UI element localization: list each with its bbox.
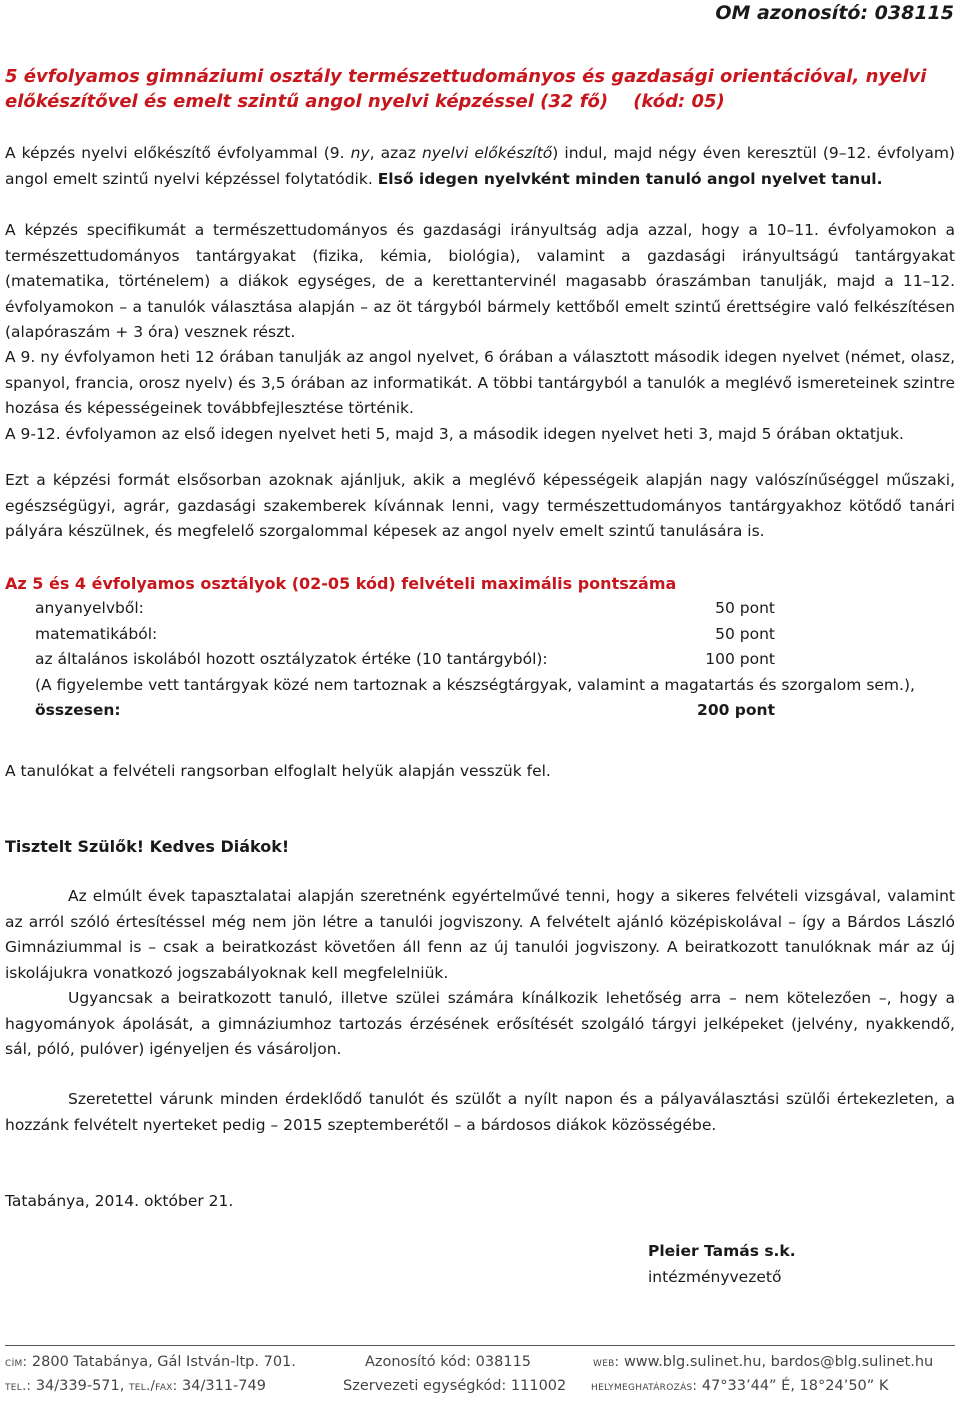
footer-org-unit: 111002 [510, 1378, 567, 1394]
score-label: anyanyelvből: [35, 599, 144, 617]
score-value: 100 pont [705, 650, 775, 668]
program-recommendation-paragraph: Ezt a képzési formát elsősorban azoknak ajánljuk, akik a meglévő képességeik alapján nagy valószínűséggel műszaki, egészségügyi, agrár, gazdasági szakemberek kívánnak lenni, vagy természettudományos tantárgyakhoz kötődő tanári pályára készülnek, és megfelelő szorgalommal képesek az angol nyelv emelt szintű tanulására is. [5, 471, 955, 541]
score-total-label: összesen: [35, 701, 121, 719]
score-value: 50 pont [715, 625, 775, 643]
ranking-text: A tanulókat a felvételi rangsorban elfoglalt helyük alapján vesszük fel. [5, 762, 551, 780]
footer-location-label: helymeghatározás: [591, 1379, 698, 1394]
letter-paragraph-3: Szeretettel várunk minden érdeklődő tanulót és szülőt a nyílt napon és a pályaválasztási szülői értekezleten, a hozzánk felvételt nyerteket pedig – 2015 szeptemberétől – a bárdosos diákok közösségébe. [5, 1090, 955, 1134]
score-row-matematika [35, 622, 775, 647]
footer-tel-label: tel.: [5, 1379, 32, 1394]
program-intro-paragraph [5, 141, 955, 192]
footer-fax-label: tel./fax: [128, 1379, 178, 1394]
footer-address: 2800 Tatabánya, Gál István-ltp. 701. [31, 1354, 296, 1370]
place-and-date: Tatabánya, 2014. október 21. [5, 1192, 234, 1210]
program-title [5, 64, 955, 114]
footer-address-label: cím: [5, 1355, 28, 1370]
footer-fax: 34/311-749 [182, 1378, 266, 1394]
program-specifics-paragraph: A képzés specifikumát a természettudományos és gazdasági irányultság adja azzal, hogy a 10–11. évfolyamokon a természettudományos tantárgyakat (fizika, kémia, biológia), valamint a gazdasági irányultságú tantárgyakat (matematika, történelem) a diákok egységes, de a kerettantervinél magasabb óraszámban tanulják, majd a 11–12. évfolyamokon – a tanulók választása alapján – az öt tárgyból bármely kettőből emelt szintű érettségire való felkészítésen (alapóraszám + 3 óra) vesznek részt. [5, 221, 955, 342]
program-9ny-paragraph: A 9. ny évfolyamon heti 12 órában tanulják az angol nyelvet, 6 órában a választott második idegen nyelvet (német, olasz, spanyol, francia, orosz nyelv) és 3,5 órában az informatikát. A többi tantárgyból a tanulók a meglévő ismereteinek szintre hozása és képességeinek továbbfejlesztése történik. [5, 348, 955, 418]
score-row-total [35, 698, 775, 723]
footer-id-label: Azonosító kód: [365, 1354, 472, 1370]
score-label: matematikából: [35, 625, 158, 643]
score-total-value: 200 pont [697, 701, 775, 719]
footer-divider [5, 1345, 955, 1346]
footer-tel: 34/339-571, [35, 1378, 125, 1394]
footer-id: 038115 [475, 1354, 532, 1370]
footer-row-1 [5, 1354, 955, 1376]
signature-block [648, 1239, 796, 1290]
letter-paragraph-1: Az elmúlt évek tapasztalatai alapján szeretnénk egyértelművé tenni, hogy a sikeres felvételi vizsgával, valamint az arról szóló értesítéssel még nem jön létre a tanulói jogviszony. A felvételt ajánló középiskolával – így a Bárdos László Gimnáziummal is – csak a beiratkozást követően áll fenn az új tanulói jogviszony. A beiratkozott tanulóknak már az új iskolájukra vonatkozó jogszabályoknak kell megfelelniük. [5, 887, 955, 982]
letter-greeting: Tisztelt Szülők! Kedves Diákok! [5, 837, 290, 856]
program-title-line-1: 5 évfolyamos gimnáziumi osztály természettudományos és gazdasági orientációval, nyelvi [5, 66, 927, 87]
score-value: 50 pont [715, 599, 775, 617]
footer-location: 47°33’44” É, 18°24’50” K [701, 1378, 889, 1394]
footer-org-unit-label: Szervezeti egységkód: [343, 1378, 507, 1394]
footer-row-2 [5, 1378, 955, 1400]
score-row-anyanyelv [35, 596, 775, 621]
signer-title: intézményvezető [648, 1267, 782, 1286]
intro-text-ny: ny [350, 144, 370, 162]
om-identifier: OM azonosító: 038115 [715, 2, 954, 24]
signer-name: Pleier Tamás s.k. [648, 1242, 796, 1260]
intro-text-nyelvi-elokeszito: nyelvi előkészítő [421, 144, 553, 162]
intro-text-e: ) indul, majd négy éven keresztül (9–12. évfolyam) angol emelt szintű nyelvi képzéssel folytatódik. [5, 144, 955, 188]
letter-paragraph-2: Ugyancsak a beiratkozott tanuló, illetve szülei számára kínálkozik lehetőség arra – nem kötelezően –, hogy a hagyományok ápolását, a gimnáziumhoz tartozás érzésének erősítését szolgáló tárgyi jelképeket (jelvény, nyakkendő, sál, póló, pulóver) igényeljen és vásároljon. [5, 989, 955, 1059]
program-9-12-paragraph: A 9-12. évfolyamon az első idegen nyelvet heti 5, majd 3, a második idegen nyelvet heti 3, majd 5 órában oktatjuk. [5, 425, 904, 443]
score-row-altalanos-iskola [35, 647, 775, 672]
scores-note: (A figyelembe vett tantárgyak közé nem tartoznak a készségtárgyak, valamint a magatartás és szorgalom sem.), [35, 676, 915, 694]
intro-text-first-language: Első idegen nyelvként minden tanuló angol nyelvet tanul. [377, 169, 883, 188]
score-label: az általános iskolából hozott osztályzatok értéke (10 tantárgyból): [35, 650, 548, 668]
intro-text-a: A képzés nyelvi előkészítő évfolyammal (9. [5, 144, 351, 162]
program-title-line-2: előkészítővel és emelt szintű angol nyelvi képzéssel (32 fő) (kód: 05) [5, 91, 725, 112]
intro-text-c: , azaz [369, 144, 422, 162]
footer-web[interactable]: www.blg.sulinet.hu, bardos@blg.sulinet.hu [623, 1354, 934, 1370]
footer-web-label: web: [593, 1355, 620, 1370]
scores-heading: Az 5 és 4 évfolyamos osztályok (02-05 kód) felvételi maximális pontszáma [5, 574, 677, 593]
